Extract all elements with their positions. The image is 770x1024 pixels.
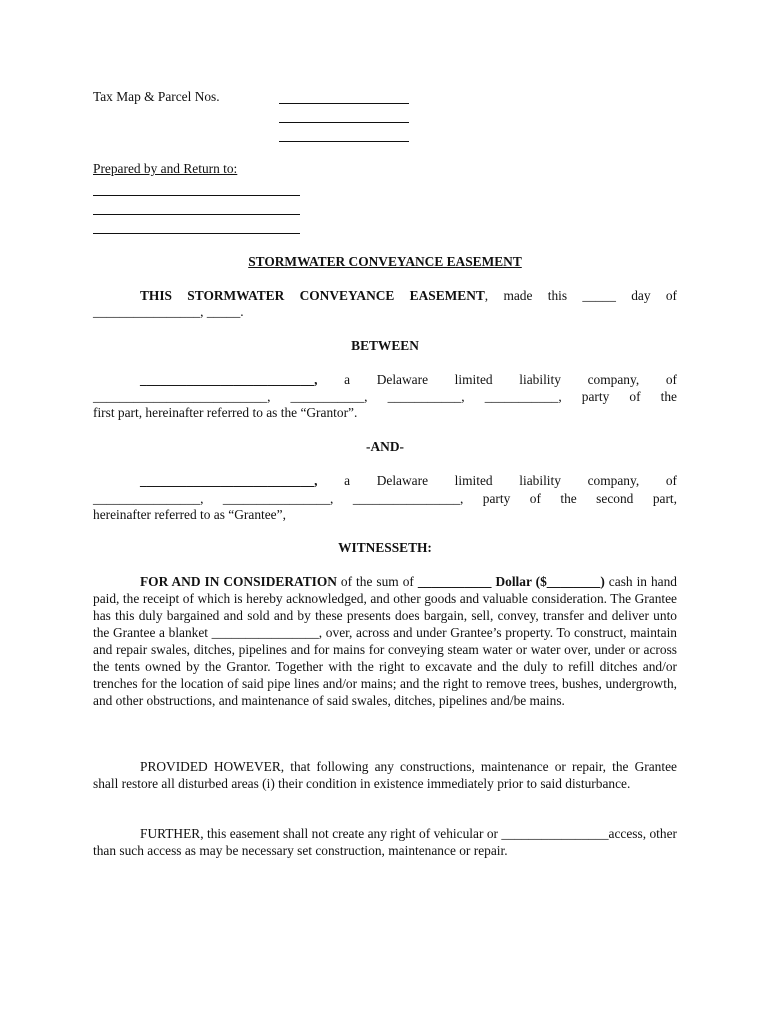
grantee-line-2: ________________, ________________, ________________, party of the second part, [93, 491, 677, 506]
opening-lead: THIS STORMWATER CONVEYANCE EASEMENT [140, 288, 485, 303]
tax-map-blank-1[interactable] [279, 103, 409, 104]
consideration-sum-text: of the sum of [336, 574, 418, 589]
provided-text: PROVIDED HOWEVER, that following any constructions, maintenance or repair, the Grantee shall restore all disturbed areas (i) their condition in existence immediately prior to said disturbance. [93, 759, 677, 791]
prepared-by-blank-1[interactable] [93, 195, 300, 196]
consideration-dollar-label: Dollar ($ [491, 574, 547, 589]
opening-made-this: , made this _____ day of [484, 288, 677, 303]
tax-map-blank-2[interactable] [279, 122, 409, 123]
further-paragraph [93, 825, 677, 859]
consideration-lead: FOR AND IN CONSIDERATION [140, 574, 337, 589]
opening-date-line: ________________, _____. [93, 304, 244, 319]
grantee-line-3: hereinafter referred to as “Grantee”, [93, 507, 286, 522]
opening-paragraph [93, 287, 677, 304]
provided-paragraph [93, 758, 677, 792]
tax-map-blank-3[interactable] [279, 141, 409, 142]
grantee-line-1 [93, 472, 677, 489]
and-heading: -AND- [366, 439, 404, 454]
between-heading: BETWEEN [351, 338, 419, 353]
grantor-line-3: first part, hereinafter referred to as the “Grantor”. [93, 405, 358, 420]
prepared-by-label: Prepared by and Return to: [93, 161, 238, 176]
consideration-paragraph [93, 573, 677, 709]
consideration-dollar-blank: ________) [546, 574, 605, 589]
prepared-by-blank-2[interactable] [93, 214, 300, 215]
witnesseth-heading: WITNESSETH: [338, 540, 432, 555]
consideration-body: cash in hand paid, the receipt of which is hereby acknowledged, and other goods and valuable consideration. The Grantee has this duly bargained and sold and by these presents does bargain, sell, convey, transfer and deliver unto the Grantee a blanket ________________, over, across and under Grantee’s property. To construct, maintain and repair swales, ditches, pipelines and for mains for conveying steam water or water over, under or across the tents owned by the Grantor. Together with the right to excavate and the duly to refill ditches and/or trenches for the location of said pipe lines and/or mains; and the right to remove trees, bushes, undergrowth, and other obstructions, and maintenance of said swales, ditches, pipelines and/be mains. [93, 574, 677, 708]
prepared-by-blank-3[interactable] [93, 233, 300, 234]
grantor-description: a Delaware limited liability company, of [317, 372, 677, 387]
grantee-name-blank: __________________________, [140, 473, 318, 488]
consideration-amount-blank: ___________ [417, 574, 492, 589]
grantor-name-blank: __________________________, [140, 372, 318, 387]
further-text: FURTHER, this easement shall not create any right of vehicular or ________________access, other than such access as may be necessary set construction, maintenance or repair. [93, 826, 677, 858]
tax-map-label: Tax Map & Parcel Nos. [93, 89, 220, 104]
grantor-line-2: __________________________, ___________, ___________, ___________, party of the [93, 389, 677, 404]
grantee-description: a Delaware limited liability company, of [317, 473, 677, 488]
document-title: STORMWATER CONVEYANCE EASEMENT [248, 254, 522, 269]
grantor-line-1 [93, 371, 677, 388]
